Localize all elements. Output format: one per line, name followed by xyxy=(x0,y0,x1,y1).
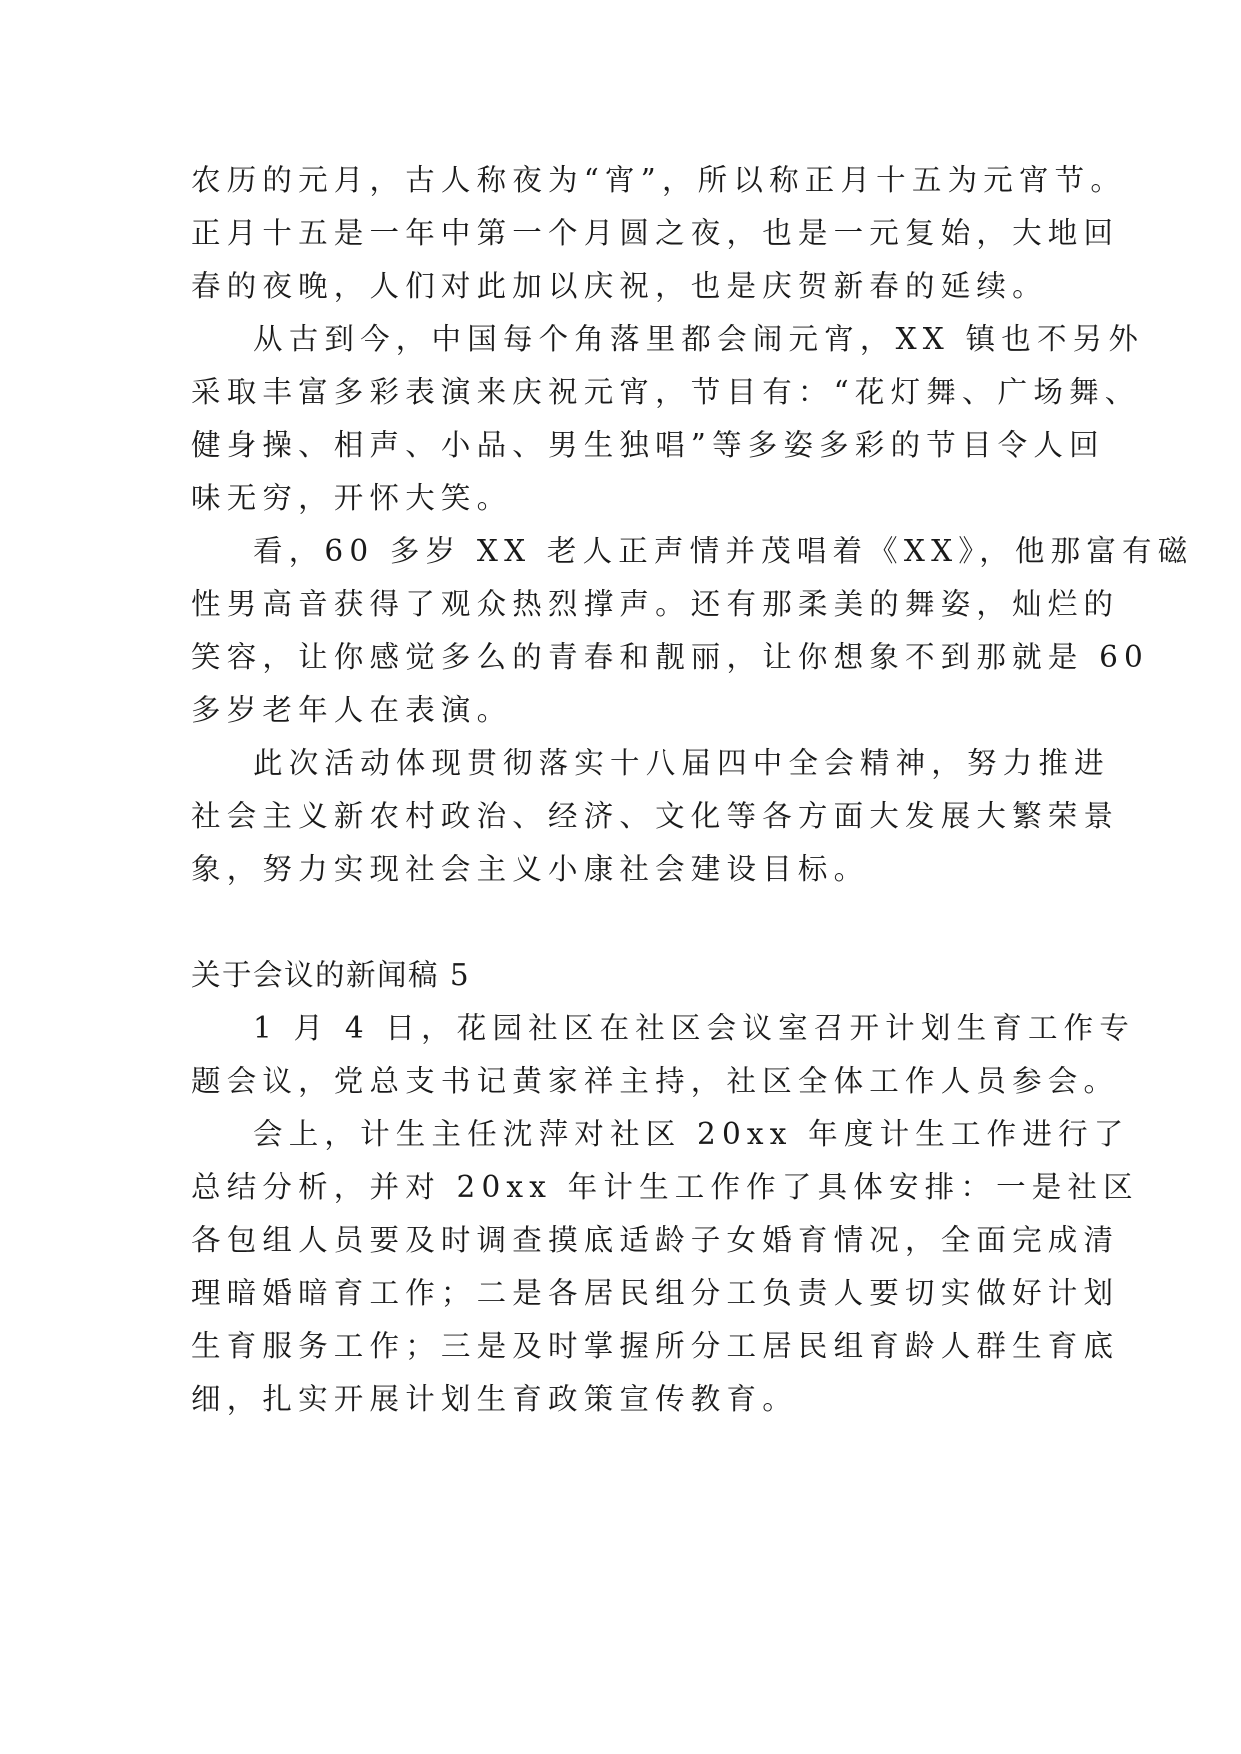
paragraph-line: 社会主义新农村政治、经济、文化等各方面大发展大繁荣景 xyxy=(191,799,1120,833)
paragraph-line: 农历的元月，古人称夜为“宵”，所以称正月十五为元宵节。 xyxy=(191,163,1127,197)
section-title: 关于会议的新闻稿 5 xyxy=(191,958,471,992)
paragraph-line: 题会议，党总支书记黄家祥主持，社区全体工作人员参会。 xyxy=(191,1064,1120,1098)
paragraph-line: 味无穷，开怀大笑。 xyxy=(191,481,513,515)
paragraph-line: 各包组人员要及时调查摸底适龄子女婚育情况，全面完成清 xyxy=(191,1223,1120,1257)
paragraph-line: 象，努力实现社会主义小康社会建设目标。 xyxy=(191,852,870,886)
paragraph-line: 笑容，让你感觉多么的青春和靓丽，让你想象不到那就是 60 xyxy=(191,640,1150,674)
paragraph-line: 从古到今，中国每个角落里都会闹元宵，XX 镇也不另外 xyxy=(253,322,1145,356)
paragraph-line: 看，60 多岁 XX 老人正声情并茂唱着《XX》，他那富有磁 xyxy=(253,534,1194,568)
paragraph-line: 生育服务工作；三是及时掌握所分工居民组育龄人群生育底 xyxy=(191,1329,1120,1363)
paragraph-line: 理暗婚暗育工作；二是各居民组分工负责人要切实做好计划 xyxy=(191,1276,1120,1310)
paragraph-line: 总结分析，并对 20xx 年计生工作作了具体安排：一是社区 xyxy=(191,1170,1139,1204)
paragraph-line: 健身操、相声、小品、男生独唱”等多姿多彩的节目令人回 xyxy=(191,428,1105,462)
paragraph-line: 此次活动体现贯彻落实十八届四中全会精神，努力推进 xyxy=(253,746,1110,780)
paragraph-line: 正月十五是一年中第一个月圆之夜，也是一元复始，大地回 xyxy=(191,216,1120,250)
paragraph-line: 多岁老年人在表演。 xyxy=(191,693,513,727)
paragraph-line: 采取丰富多彩表演来庆祝元宵，节目有：“花灯舞、广场舞、 xyxy=(191,375,1141,409)
paragraph-line: 1 月 4 日，花园社区在社区会议室召开计划生育工作专 xyxy=(253,1011,1136,1045)
paragraph-line: 细，扎实开展计划生育政策宣传教育。 xyxy=(191,1382,798,1416)
paragraph-line: 会上，计生主任沈萍对社区 20xx 年度计生工作进行了 xyxy=(253,1117,1130,1151)
paragraph-line: 性男高音获得了观众热烈撑声。还有那柔美的舞姿，灿烂的 xyxy=(191,587,1120,621)
paragraph-line: 春的夜晚，人们对此加以庆祝，也是庆贺新春的延续。 xyxy=(191,269,1048,303)
